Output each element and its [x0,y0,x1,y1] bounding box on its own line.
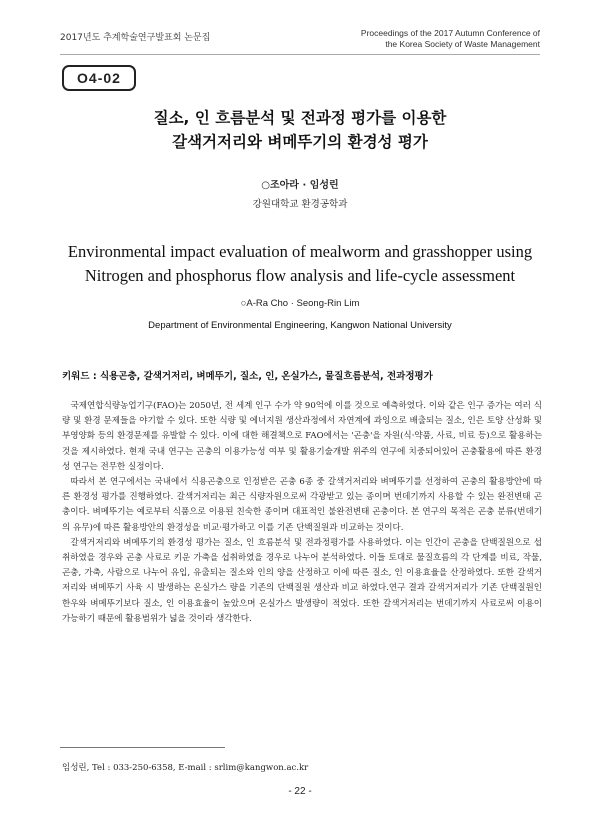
keywords: 키워드 : 식용곤충, 갈색거저리, 벼메뚜기, 질소, 인, 온실가스, 물질흐름분석, 전과정평가 [62,371,433,382]
page-number: - 22 - [288,786,312,797]
running-header-line1: Proceedings of the 2017 Autumn Conference of [360,28,540,38]
abstract-paragraph: 갈색거저리와 벼메뚜기의 환경성 평가는 질소, 인 흐름분석 및 전과정평가를 사용하였다. 이는 인간이 곤충을 단백질원으로 섭취하였을 경우와 곤충 사료로 키운 가축을 섭취하였을 경우로 나누어 분석하였다. 이들 토대로 물질흐름의 각 단계를 비료, 작물, 곤충, 가축, 사람으로 나누어 유입, 유출되는 질소와 인의 양을 산정하고 이에 따른 질소, 인 이용효율을 산정하였다. 또한 갈색거저리와 벼메뚜기 사육 시 발생하는 온실가스 량을 기존의 단백질원 생산과 비교 하였다.연구 결과 갈색거저리가 기존 단백질원인 한우와 벼메뚜기보다 질소, 인 이용효율이 높았으며 온실가스 발생량이 적었다. 또한 갈색거저리는 번데기까지 사료로써 이용이 가능하기 때문에 활용범위가 넓을 것이라 생각한다. [62,537,542,624]
running-header-line2: the Korea Society of Waste Management [385,39,540,50]
abstract-body [62,399,542,627]
english-affiliation: Department of Environmental Engineering, Kangwon National University [148,320,452,331]
english-authors: ○A-Ra Cho · Seong-Rin Lim [240,298,360,309]
running-header-english [280,28,540,51]
english-title-line2: Nitrogen and phosphorus flow analysis and life-cycle assessment [84,266,516,285]
korean-authors: ○조아라 · 임성린 [261,180,339,191]
korean-title [60,106,540,154]
running-header-korean: 2017년도 추계학술연구발표회 논문집 [60,33,211,43]
header-divider [60,54,540,55]
abstract-paragraph: 국제연합식량농업기구(FAO)는 2050년, 전 세계 인구 수가 약 90억에 이를 것으로 예측하였다. 이와 같은 인구 증가는 여러 식량 및 환경 문제들을 야기할 수 있다. 또한 식량 및 에너지원 생산과정에서 자연계에 과잉으로 배출되는 질소, 인은 토양 산성화 및 부영양화 등의 환경문제를 유발할 수 있다. 이에 대한 해결책으로 FAO에서는 '곤충'을 자원(식·약품, 사료, 비료 등)으로 활용하는 것을 제시하였다. 현재 국내 연구는 곤충의 이용가능성 여부 및 활용기술개발 위주의 연구에 치중되어있어 곤충활용에 따른 환경성 연구는 전무한 실정이다. [62,401,542,472]
footnote-divider [60,747,225,748]
session-code-badge: O4-02 [62,65,136,91]
english-title-line1: Environmental impact evaluation of mealworm and grasshopper using [67,242,533,261]
corresponding-author-footnote: 임성린, Tel : 033-250-6358, E-mail : srlim@kangwon.ac.kr [62,763,309,773]
korean-title-line2: 갈색거저리와 벼메뚜기의 환경성 평가 [172,133,428,151]
english-title [50,240,550,288]
korean-affiliation: 강원대학교 환경공학과 [252,199,348,210]
korean-title-line1: 질소, 인 흐름분석 및 전과정 평가를 이용한 [153,109,447,127]
abstract-paragraph: 따라서 본 연구에서는 국내에서 식용곤충으로 인정받은 곤충 6종 중 갈색거저리와 벼메뚜기를 선정하여 곤충의 활용방안에 따른 환경성 평가를 진행하였다. 갈색거저리는 최근 식량자원으로써 각광받고 있는 종이며 번데기까지 사용할 수 있는 완전변태 곤충이다. 벼메뚜기는 예로부터 식품으로 이용된 친숙한 종이며 대표적인 불완전변태 곤충이다. 본 연구의 목적은 곤충 분류(번데기의 유무)에 따른 활용방안의 환경성을 비교·평가하고 이를 기존 단백질원과 비교하는 것이다. [62,477,542,533]
